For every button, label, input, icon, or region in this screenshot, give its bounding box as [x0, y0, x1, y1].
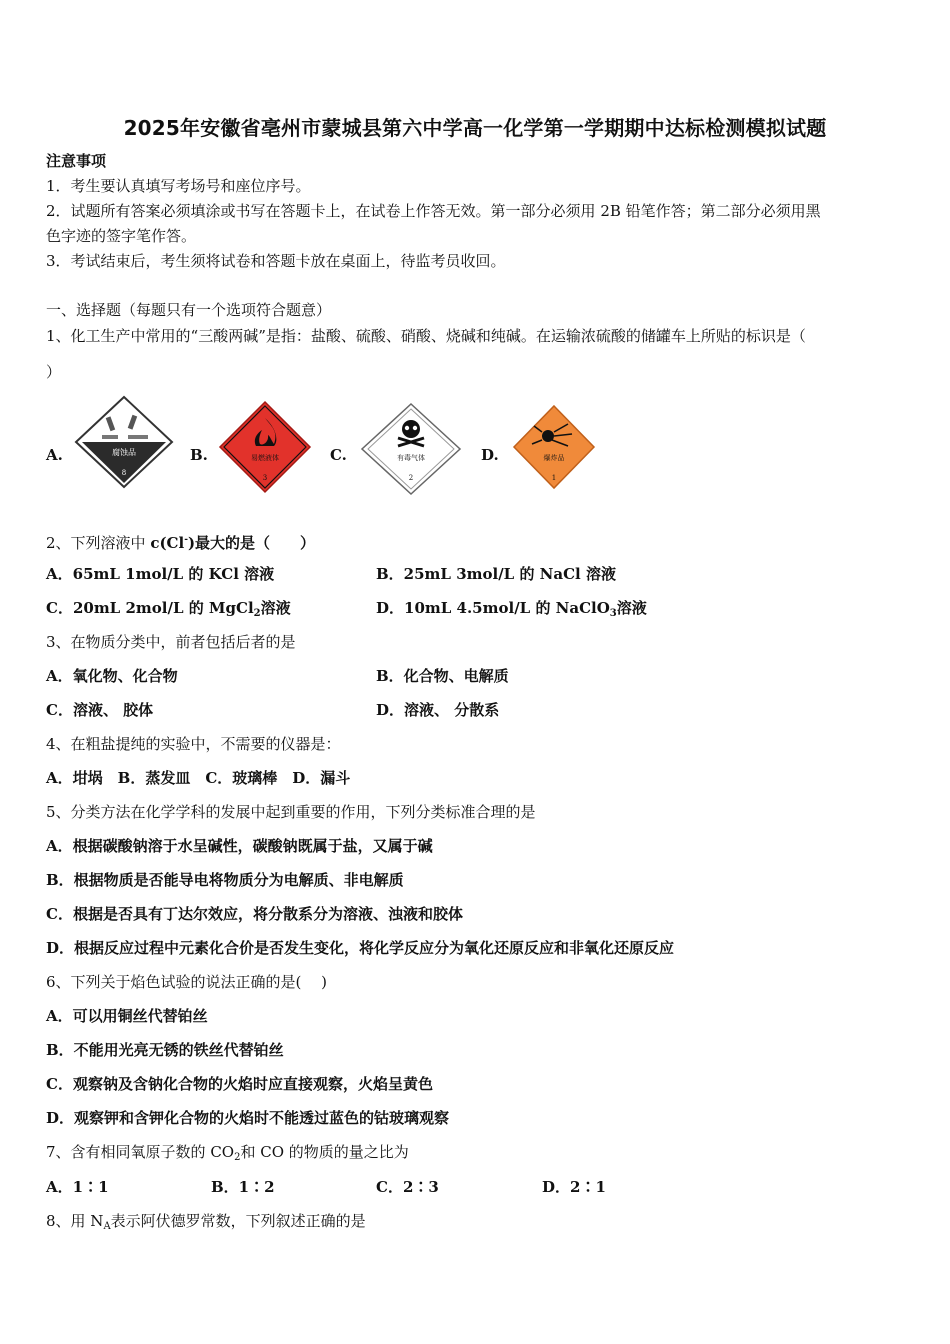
- q3-option-b: B．化合物、电解质: [376, 667, 509, 685]
- q6-option-a: A．可以用铜丝代替铂丝: [46, 1007, 208, 1025]
- q2-option-b: B．25mL 3mol/L 的 NaCl 溶液: [376, 565, 616, 583]
- q1-stem: 1、化工生产中常用的“三酸两碱”是指：盐酸、硫酸、硝酸、烧碱和纯碱。在运输浓硫酸的储罐车上所贴的标识是（: [46, 327, 806, 345]
- q2-option-c: C．20mL 2mol/L 的 MgCl$_2$溶液: [46, 599, 291, 619]
- corrosive-sign: [72, 393, 176, 491]
- sign-text: 有毒气体: [397, 454, 425, 462]
- q7-option-b: B．1∶2: [211, 1178, 275, 1196]
- sign-number: 3: [262, 474, 268, 482]
- q7-option-d: D．2∶1: [542, 1178, 606, 1196]
- sign-number: 1: [551, 474, 557, 482]
- q2-option-a: A．65mL 1mol/L 的 KCl 溶液: [46, 565, 275, 583]
- notice-item: 2．试题所有答案必须填涂或书写在答题卡上，在试卷上作答无效。第一部分必须用 2B 铅笔作答；第二部分必须用黑: [46, 202, 821, 220]
- q3-stem: 3、在物质分类中，前者包括后者的是: [46, 633, 296, 651]
- q8-stem: 8、用 $N_A$表示阿伏德罗常数，下列叙述正确的是: [46, 1212, 366, 1232]
- section-heading: 一、选择题（每题只有一个选项符合题意）: [46, 301, 332, 319]
- toxic-gas-sign: [360, 402, 462, 496]
- sign-number: 2: [408, 474, 414, 482]
- q5-option-a: A．根据碳酸钠溶于水呈碱性，碳酸钠既属于盐，又属于碱: [46, 837, 433, 855]
- q7-stem: 7、含有相同氧原子数的 $CO_2$和 CO 的物质的量之比为: [46, 1143, 409, 1163]
- q5-option-c: C．根据是否具有丁达尔效应，将分散系分为溶液、浊液和胶体: [46, 905, 463, 923]
- q3-option-a: A．氧化物、化合物: [46, 667, 178, 685]
- sign-text: 爆炸品: [543, 454, 565, 462]
- q1-option-b-label: B.: [190, 446, 208, 464]
- q4-stem: 4、在粗盐提纯的实验中，不需要的仪器是：: [46, 735, 341, 753]
- q6-stem: 6、下列关于焰色试验的说法正确的是( ): [46, 973, 328, 991]
- sign-text: 腐蚀品: [112, 448, 136, 457]
- page-title: 2025年安徽省亳州市蒙城县第六中学高一化学第一学期期中达标检测模拟试题: [123, 116, 827, 140]
- q1-option-a-label: A.: [46, 446, 63, 464]
- explosive-sign: [512, 404, 596, 490]
- q5-stem: 5、分类方法在化学学科的发展中起到重要的作用，下列分类标准合理的是: [46, 803, 536, 821]
- q2-option-d: D．10mL 4.5mol/L 的 NaClO$_3$溶液: [376, 599, 647, 619]
- sign-text: 易燃液体: [251, 454, 279, 462]
- q7-option-c: C．2∶3: [376, 1178, 439, 1196]
- q6-option-c: C．观察钠及含钠化合物的火焰时应直接观察，火焰呈黄色: [46, 1075, 433, 1093]
- q3-option-d: D．溶液、 分散系: [376, 701, 500, 719]
- sign-number: 8: [121, 469, 127, 477]
- flammable-sign: [218, 400, 312, 494]
- q6-option-d: D．观察钾和含钾化合物的火焰时不能透过蓝色的钴玻璃观察: [46, 1109, 450, 1127]
- notice-heading: 注意事项: [46, 152, 107, 170]
- q1-stem-end: ）: [46, 363, 62, 381]
- notice-item: 1．考生要认真填写考场号和座位序号。: [46, 177, 311, 195]
- q6-option-b: B．不能用光亮无锈的铁丝代替铂丝: [46, 1041, 284, 1059]
- q5-option-d: D．根据反应过程中元素化合价是否发生变化，将化学反应分为氧化还原反应和非氧化还原反应: [46, 939, 675, 957]
- q1-option-c-label: C.: [330, 446, 347, 464]
- q7-option-a: A．1∶1: [46, 1178, 109, 1196]
- notice-item: 色字迹的签字笔作答。: [46, 227, 197, 245]
- q2-stem: 2、下列溶液中 c(Cl-)最大的是（ ）: [46, 534, 316, 552]
- q3-option-c: C．溶液、 胶体: [46, 701, 154, 719]
- q1-option-d-label: D.: [481, 446, 499, 464]
- notice-item: 3．考试结束后，考生须将试卷和答题卡放在桌面上，待监考员收回。: [46, 252, 506, 270]
- q5-option-b: B．根据物质是否能导电将物质分为电解质、非电解质: [46, 871, 404, 889]
- q4-options: A．坩埚 B．蒸发皿 C．玻璃棒 D．漏斗: [46, 769, 351, 787]
